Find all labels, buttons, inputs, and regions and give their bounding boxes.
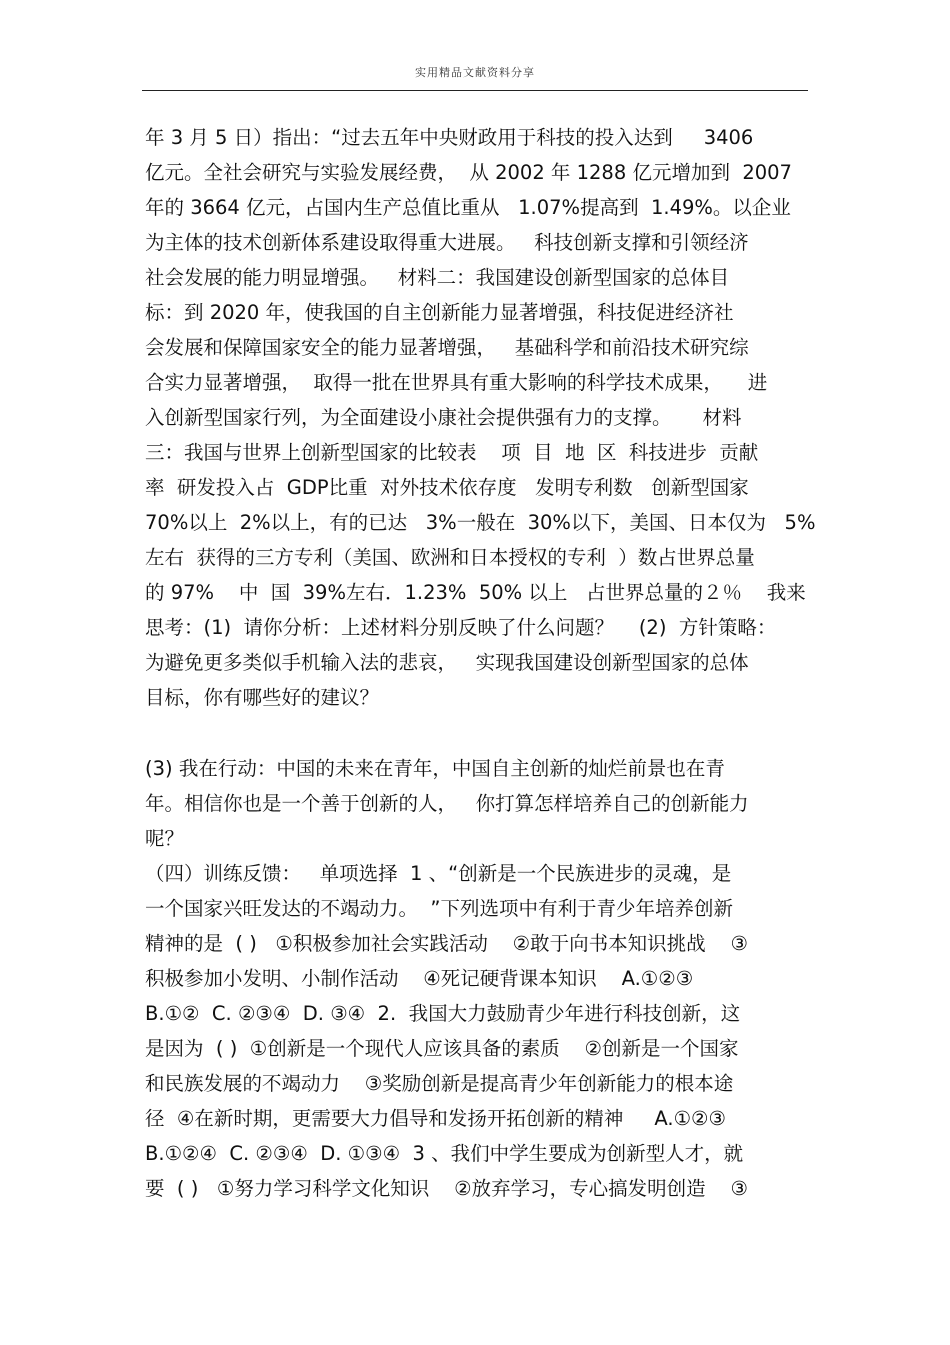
text-line: 为避免更多类似手机输入法的悲哀， 实现我国建设创新型国家的总体	[145, 651, 749, 674]
text-line: 要 ( ) ①努力学习科学文化知识 ②放弃学习，专心搞发明创造 ③	[145, 1177, 748, 1200]
text-line: 一个国家兴旺发达的不竭动力。 ”下列选项中有利于青少年培养创新	[145, 897, 733, 920]
text-line: 年。相信你也是一个善于创新的人， 你打算怎样培养自己的创新能力	[145, 792, 749, 815]
paragraph-gap	[145, 715, 813, 751]
text-line: 亿元。全社会研究与实验发展经费， 从 2002 年 1288 亿元增加到 2007	[145, 161, 792, 184]
text-line: B.①②④ C. ②③④ D. ①③④ 3 、我们中学生要成为创新型人才，就	[145, 1142, 744, 1165]
text-line: 呢？	[145, 827, 185, 850]
text-line: 和民族发展的不竭动力 ③奖励创新是提高青少年创新能力的根本途	[145, 1072, 734, 1095]
page-header	[142, 64, 808, 80]
text-line: 的 97% 中 国 39%左右．1.23% 50% 以上 占世界总量的２％ 我来	[145, 581, 806, 604]
text-line: 年的 3664 亿元，占国内生产总值比重从 1.07%提高到 1.49%。以企业	[145, 196, 791, 219]
text-line: （四）训练反馈： 单项选择 1 、“创新是一个民族进步的灵魂，是	[145, 862, 732, 885]
text-line: 径 ④在新时期，更需要大力倡导和发扬开拓创新的精神 A.①②③	[145, 1107, 727, 1130]
text-line: 左右 获得的三方专利（美国、欧洲和日本授权的专利 ）数占世界总量	[145, 546, 755, 569]
text-line: 积极参加小发明、小制作活动 ④死记硬背课本知识 A.①②③	[145, 967, 694, 990]
text-line: 入创新型国家行列，为全面建设小康社会提供强有力的支撑。 材料	[145, 406, 742, 429]
text-line: (3) 我在行动：中国的未来在青年，中国自主创新的灿烂前景也在青	[145, 757, 725, 780]
text-line: 为主体的技术创新体系建设取得重大进展。 科技创新支撑和引领经济	[145, 231, 749, 254]
header-title: 实用精品文献资料分享	[415, 66, 535, 79]
text-line: 年 3 月 5 日）指出：“过去五年中央财政用于科技的投入达到 3406	[145, 126, 754, 149]
text-line: B.①② C. ②③④ D. ③④ 2. 我国大力鼓励青少年进行科技创新，这	[145, 1002, 741, 1025]
text-line: 标：到 2020 年，使我国的自主创新能力显著增强，科技促进经济社	[145, 301, 734, 324]
paragraph-action-and-exercises	[145, 751, 813, 1206]
header-divider	[142, 90, 808, 91]
text-line: 合实力显著增强， 取得一批在世界具有重大影响的科学技术成果， 进	[145, 371, 768, 394]
text-line: 社会发展的能力明显增强。 材料二：我国建设创新型国家的总体目	[145, 266, 730, 289]
text-line: 是因为 ( ) ①创新是一个现代人应该具备的素质 ②创新是一个国家	[145, 1037, 739, 1060]
text-line: 精神的是 ( ) ①积极参加社会实践活动 ②敢于向书本知识挑战 ③	[145, 932, 748, 955]
text-line: 三：我国与世界上创新型国家的比较表 项 目 地 区 科技进步 贡献	[145, 441, 759, 464]
document-body	[145, 120, 816, 1206]
text-line: 会发展和保障国家安全的能力显著增强， 基础科学和前沿技术研究综	[145, 336, 749, 359]
text-line: 率 研发投入占 GDP比重 对外技术依存度 发明专利数 创新型国家	[145, 476, 749, 499]
text-line: 目标，你有哪些好的建议？	[145, 686, 380, 709]
paragraph-materials	[145, 120, 816, 715]
text-line: 70%以上 2%以上，有的已达 3%一般在 30%以下，美国、日本仅为 5%	[145, 511, 816, 534]
text-line: 思考：(1) 请你分析：上述材料分别反映了什么问题？ (2) 方针策略：	[145, 616, 777, 639]
